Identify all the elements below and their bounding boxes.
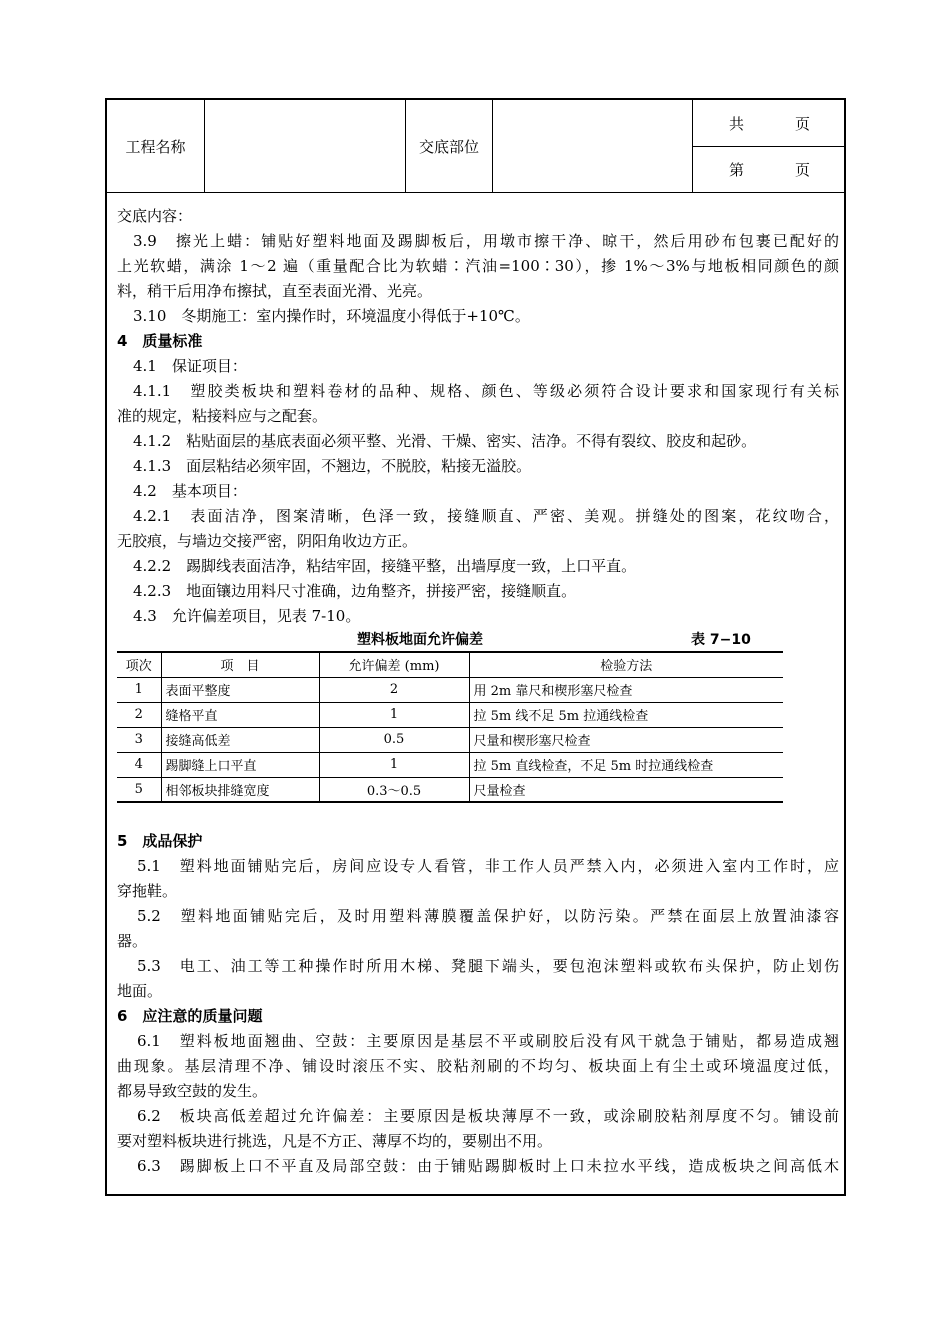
cell-index: 4 — [117, 752, 161, 777]
header-cell-index: 项次 — [117, 652, 161, 677]
text-line: 4.1.1 塑胶类板块和塑料卷材的品种、规格、颜色、等级必须符合设计要求和国家现行有关标 — [133, 382, 839, 400]
clause-6-1 — [117, 1029, 839, 1104]
cell-method: 用 2m 靠尺和楔形塞尺检查 — [469, 677, 783, 702]
cell-item: 相邻板块排缝宽度 — [161, 777, 319, 802]
spacer — [117, 803, 839, 829]
header-cell-method: 检验方法 — [469, 652, 783, 677]
clause-4-2-3: 4.2.3 地面镶边用料尺寸准确，边角整齐，拼接严密，接缝顺直。 — [133, 582, 577, 600]
table-row — [117, 727, 783, 752]
clause-5-2 — [117, 904, 839, 954]
section-4-title: 4 质量标准 — [117, 332, 203, 350]
cell-item: 表面平整度 — [161, 677, 319, 702]
table-number: 表 7−10 — [691, 632, 751, 648]
cell-tolerance: 0.3～0.5 — [319, 777, 469, 802]
clause-4-2-2: 4.2.2 踢脚线表面洁净，粘结牢固，接缝平整，出墙厚度一致，上口平直。 — [133, 557, 637, 575]
text-line: 5.1 塑料地面铺贴完后，房间应设专人看管，非工作人员严禁入内，必须进入室内工作时，应 — [137, 857, 839, 875]
cell-index: 3 — [117, 727, 161, 752]
cell-method: 尺量和楔形塞尺检查 — [469, 727, 783, 752]
briefing-location-field[interactable] — [493, 100, 693, 192]
clause-3-10: 3.10 冬期施工：室内操作时，环境温度小得低于+10℃。 — [133, 307, 530, 325]
page-number-prefix: 第 — [729, 160, 745, 179]
header-cell-item: 项 目 — [161, 652, 319, 677]
clause-4-1-2: 4.1.2 粘贴面层的基底表面必须平整、光滑、干燥、密实、洁净。不得有裂纹、胶皮和起砂。 — [133, 432, 757, 450]
text-line: 6.3 踢脚板上口不平直及局部空鼓：由于铺贴踢脚板时上口未拉水平线，造成板块之间高低木 — [137, 1157, 839, 1175]
cell-tolerance: 1 — [319, 702, 469, 727]
total-pages-cell — [693, 100, 844, 147]
cell-method: 尺量检查 — [469, 777, 783, 802]
cell-tolerance: 2 — [319, 677, 469, 702]
cell-item: 接缝高低差 — [161, 727, 319, 752]
clause-4-1-1 — [117, 379, 839, 429]
section-6-title: 6 应注意的质量问题 — [117, 1007, 263, 1025]
cell-index: 1 — [117, 677, 161, 702]
text-line: 要对塑料板块进行挑选，凡是不方正、薄厚不均的，要剔出不用。 — [117, 1132, 553, 1150]
table-header-row — [117, 652, 783, 677]
table-caption — [117, 629, 839, 651]
cell-index: 5 — [117, 777, 161, 802]
clause-4-1-3: 4.1.3 面层粘结必须牢固，不翘边，不脱胶，粘接无溢胶。 — [133, 457, 532, 475]
text-line: 器。 — [117, 932, 148, 950]
text-line: 3.9 擦光上蜡：铺贴好塑料地面及踢脚板后，用墩市擦干净、晾干，然后用砂布包裹已配好的 — [133, 232, 839, 250]
clause-4-1: 4.1 保证项目： — [133, 357, 247, 375]
text-line: 地面。 — [117, 982, 163, 1000]
table-row — [117, 777, 783, 802]
project-name-label: 工程名称 — [107, 100, 205, 192]
text-line: 料，稍干后用净布擦拭，直至表面光滑、光亮。 — [117, 282, 433, 300]
clause-3-9 — [117, 229, 839, 304]
clause-5-1 — [117, 854, 839, 904]
section-5-title: 5 成品保护 — [117, 832, 203, 850]
text-line: 6.2 板块高低差超过允许偏差：主要原因是板块薄厚不一致，或涂刷胶粘剂厚度不匀。铺设前 — [137, 1107, 839, 1125]
briefing-content — [117, 204, 839, 1179]
text-line: 4.2.1 表面洁净，图案清晰，色泽一致，接缝顺直、严密、美观。拼缝处的图案，花纹吻合， — [133, 507, 839, 525]
project-name-field[interactable] — [205, 100, 406, 192]
table-title: 塑料板地面允许偏差 — [357, 632, 483, 648]
text-line: 曲现象。基层清理不净、铺设时滚压不实、胶粘剂刷的不均匀、板块面上有尘土或环境温度过低， — [117, 1057, 839, 1075]
cell-tolerance: 1 — [319, 752, 469, 777]
text-line: 无胶痕，与墙边交接严密，阴阳角收边方正。 — [117, 532, 418, 550]
cell-item: 踢脚缝上口平直 — [161, 752, 319, 777]
clause-4-2-1 — [117, 504, 839, 554]
intro-label: 交底内容： — [117, 207, 193, 225]
clause-5-3 — [117, 954, 839, 1004]
header-table — [107, 100, 844, 193]
total-pages-suffix: 页 — [795, 114, 811, 133]
text-line: 6.1 塑料板地面翘曲、空鼓：主要原因是基层不平或刷胶后没有风干就急于铺贴，都易造成翘 — [137, 1032, 839, 1050]
text-line: 都易导致空鼓的发生。 — [117, 1082, 268, 1100]
text-line: 穿拖鞋。 — [117, 882, 178, 900]
text-line: 5.3 电工、油工等工种操作时所用木梯、凳腿下端头，要包泡沫塑料或软布头保护，防止划伤 — [137, 957, 839, 975]
page-number-cell — [693, 146, 844, 192]
text-line: 准的规定，粘接料应与之配套。 — [117, 407, 328, 425]
briefing-sheet — [105, 98, 846, 1196]
header-cell-tolerance: 允许偏差 (mm) — [319, 652, 469, 677]
clause-6-3 — [117, 1154, 839, 1179]
total-pages-prefix: 共 — [729, 114, 745, 133]
cell-tolerance: 0.5 — [319, 727, 469, 752]
page-number-suffix: 页 — [795, 160, 811, 179]
cell-method: 拉 5m 线不足 5m 拉通线检查 — [469, 702, 783, 727]
cell-item: 缝格平直 — [161, 702, 319, 727]
text-line: 上光软蜡，满涂 1～2 遍（重量配合比为软蜡∶汽油=100∶30），掺 1%～3%与地板相同颜色的颜 — [117, 257, 839, 275]
clause-4-2: 4.2 基本项目： — [133, 482, 247, 500]
cell-method: 拉 5m 直线检查，不足 5m 时拉通线检查 — [469, 752, 783, 777]
table-row — [117, 677, 783, 702]
clause-6-2 — [117, 1104, 839, 1154]
briefing-location-label: 交底部位 — [406, 100, 493, 192]
tolerance-table — [117, 651, 783, 803]
table-row — [117, 752, 783, 777]
clause-4-3: 4.3 允许偏差项目，见表 7-10。 — [133, 607, 361, 625]
cell-index: 2 — [117, 702, 161, 727]
table-row — [117, 702, 783, 727]
text-line: 5.2 塑料地面铺贴完后，及时用塑料薄膜覆盖保护好，以防污染。严禁在面层上放置油漆容 — [137, 907, 839, 925]
